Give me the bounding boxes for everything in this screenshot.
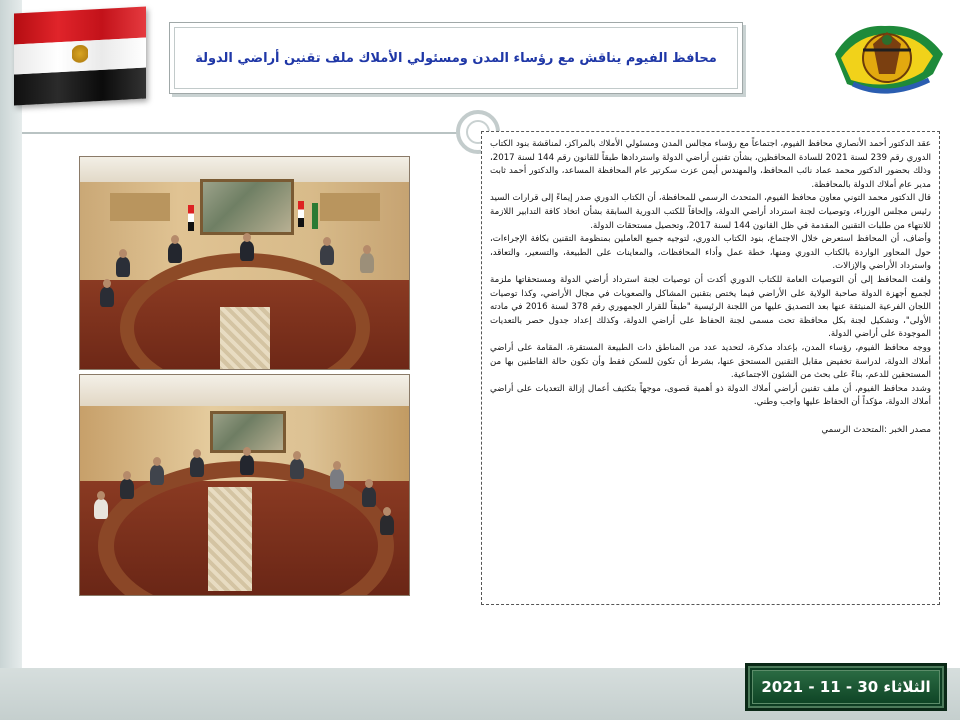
meeting-photo-1 bbox=[79, 156, 410, 370]
left-decorative-strip bbox=[0, 0, 22, 720]
article-paragraph: عقد الدكتور أحمد الأنصاري محافظ الفيوم، اجتماعاً مع رؤساء مجالس المدن ومسئولي الأملاك بالمراكز، لمناقشة بنود الكتاب الدوري رقم 239 لسنة 2021 للسادة المحافظين، بشأن تقنين أراضي الدولة واستردادها طبقاً للقانون رقم 144 لسنة 2017، وذلك بحضور الدكتور محمد عماد نائب المحافظ، والمهندس أيمن عزت سكرتير عام المحافظة المساعد، والدكتور أحمد ثابت مدير عام أملاك الدولة بالمحافظة. bbox=[490, 139, 932, 190]
article-paragraph: وشدد محافظ الفيوم، أن ملف تقنين أراضي أملاك الدولة ذو أهمية قصوى، موجهاً بتكثيف أعمال إزالة التعديات على أراضي أملاك الدولة، مؤكداً أن الحفاظ عليها واجب وطني. bbox=[490, 383, 931, 408]
egypt-flag-icon bbox=[14, 7, 146, 106]
fayoum-governorate-logo-icon bbox=[833, 14, 945, 104]
meeting-photo-2 bbox=[79, 374, 410, 596]
news-source: مصدر الخبر :المتحدث الرسمي bbox=[821, 424, 931, 435]
eagle-icon bbox=[72, 44, 88, 67]
section-divider bbox=[22, 132, 482, 134]
date-badge bbox=[745, 663, 947, 711]
title-box bbox=[169, 22, 743, 94]
article-text-box bbox=[481, 131, 940, 605]
publish-date: الثلاثاء 30 - 11 - 2021 bbox=[761, 678, 931, 696]
page-title: محافظ الفيوم يناقش مع رؤساء المدن ومسئولي الأملاك ملف تقنين أراضي الدولة bbox=[195, 50, 717, 66]
article-paragraph: ولفت المحافظ إلى أن التوصيات العامة للكتاب الدوري أكدت أن توصيات لجنة استرداد أراضي الدولة ومستحقاتها ملزمة لجميع أجهزة الدولة صاحبة الولاية على الأراضي فيما يختص بتقنين المشاكل والصعوبات في مجال الأراضي، وكذا توصيات اللجان الفرعية المنبثقة عنها بعد التصديق عليها من اللجنة الرئيسية "طبقاً للقرار الجمهوري رقم 378 لسنة 2016 في مادته الأولى"، وتشكيل لجنة بكل محافظة تحت مسمى لجنة الحفاظ على أراضي الدولة، وكذلك إعداد جدول حصر بالتعديات الموجودة على أراضي الدولة. bbox=[490, 274, 931, 340]
article-paragraph: وأضاف، أن المحافظ استعرض خلال الاجتماع، بنود الكتاب الدوري، لتوجيه جميع العاملين بمنظومة التقنين بكافة الإجراءات، حول المحاور الواردة بالكتاب الدوري ومنها، خطة عمل وأداء المحافظات، والمعاينات على الطبيعة، والتسعير، والتعاقد، واسترداد الأراضي والإزالات. bbox=[490, 234, 931, 272]
article-paragraph: ووجه محافظ الفيوم، رؤساء المدن، بإعداد مذكرة، لتحديد عدد من المناطق ذات الطبيعة المستقرة، المقامة على أراضي أملاك الدولة، لدراسة تخفيض مقابل التقنين المستحق عنها، بشرط أن تكون للسكن فقط وأن تكون حالة القاطنين بها من المستحقين للدعم، بناءً على بحث من الشئون الاجتماعية. bbox=[490, 342, 931, 381]
article-paragraph: قال الدكتور محمد التوني معاون محافظ الفيوم، المتحدث الرسمي للمحافظة، أن الكتاب الدوري صدر إيماءً إلى قرارات السيد رئيس مجلس الوزراء، وتوصيات لجنة استرداد أراضي الدولة، وإلحاقاً للكتب الدورية السابقة بشأن اتخاذ كافة التدابير اللازمة للانتهاء من طلبات التقنين المقدمة في ظل القانون 144 لسنة 2017، وتحصيل مستحقات الدولة. bbox=[490, 193, 931, 231]
